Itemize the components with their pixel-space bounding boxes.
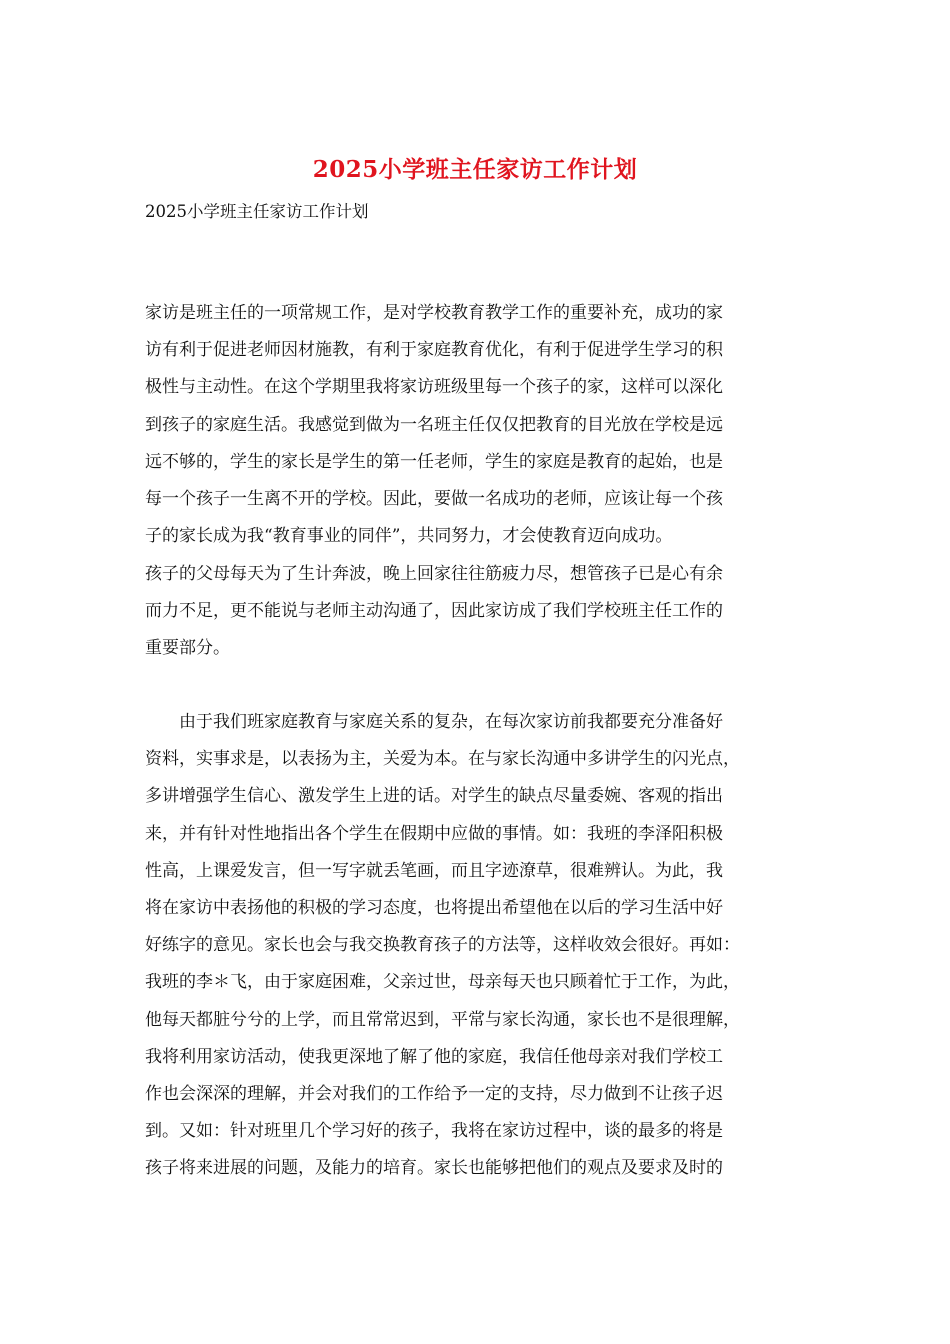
paragraph-line: 孩子的父母每天为了生计奔波，晚上回家往往筋疲力尽，想管孩子已是心有余 xyxy=(145,564,723,584)
paragraph-line: 每一个孩子一生离不开的学校。因此，要做一名成功的老师，应该让每一个孩 xyxy=(145,488,723,509)
paragraph-line: 家访是班主任的一项常规工作，是对学校教育教学工作的重要补充，成功的家 xyxy=(145,303,723,323)
paragraph-line: 而力不足，更不能说与老师主动沟通了，因此家访成了我们学校班主任工作的 xyxy=(145,601,723,622)
document-title: 2025小学班主任家访工作计划 xyxy=(312,156,638,183)
paragraph-2 xyxy=(145,556,809,668)
paragraph-line: 子的家长成为我“教育事业的同伴”，共同努力，才会使教育迈向成功。 xyxy=(145,526,673,547)
paragraph-line: 作也会深深的理解，并会对我们的工作给予一定的支持，尽力做到不让孩子迟 xyxy=(145,1083,723,1104)
paragraph-line: 来，并有针对性地指出各个学生在假期中应做的事情。如：我班的李泽阳积极 xyxy=(145,823,723,844)
paragraph-line: 他每天都脏兮兮的上学，而且常常迟到，平常与家长沟通，家长也不是很理解， xyxy=(145,1009,740,1030)
paragraph-line: 到。又如：针对班里几个学习好的孩子，我将在家访过程中，谈的最多的将是 xyxy=(145,1121,723,1142)
paragraph-line: 极性与主动性。在这个学期里我将家访班级里每一个孩子的家，这样可以深化 xyxy=(145,377,723,398)
paragraph-line: 孩子将来进展的问题，及能力的培育。家长也能够把他们的观点及要求及时的 xyxy=(145,1158,723,1179)
paragraph-3 xyxy=(145,704,809,1187)
paragraph-line: 访有利于促进老师因材施教，有利于家庭教育优化，有利于促进学生学习的积 xyxy=(145,340,723,361)
paragraph-line: 资料，实事求是，以表扬为主，关爱为本。在与家长沟通中多讲学生的闪光点， xyxy=(145,749,740,770)
paragraph-line: 好练字的意见。家长也会与我交换教育孩子的方法等，这样收效会很好。再如： xyxy=(145,935,740,956)
paragraph-line: 到孩子的家庭生活。我感觉到做为一名班主任仅仅把教育的目光放在学校是远 xyxy=(145,414,723,435)
paragraph-line: 我将利用家访活动，使我更深地了解了他的家庭，我信任他母亲对我们学校工 xyxy=(145,1046,723,1067)
paragraph-line: 性高，上课爱发言，但一写字就丢笔画，而且字迹潦草，很难辨认。为此，我 xyxy=(145,860,723,881)
paragraph-line: 多讲增强学生信心、激发学生上进的话。对学生的缺点尽量委婉、客观的指出 xyxy=(145,786,723,807)
paragraph-line: 由于我们班家庭教育与家庭关系的复杂，在每次家访前我都要充分准备好 xyxy=(145,712,723,732)
paragraph-line: 我班的李＊飞，由于家庭困难，父亲过世，母亲每天也只顾着忙于工作，为此， xyxy=(145,972,740,993)
paragraph-1 xyxy=(145,295,809,555)
paragraph-line: 将在家访中表扬他的积极的学习态度，也将提出希望他在以后的学习生活中好 xyxy=(145,897,723,918)
paragraph-line: 远不够的，学生的家长是学生的第一任老师，学生的家庭是教育的起始，也是 xyxy=(145,451,723,472)
paragraph-line: 重要部分。 xyxy=(145,638,230,659)
document-subtitle: 2025小学班主任家访工作计划 xyxy=(145,202,369,221)
